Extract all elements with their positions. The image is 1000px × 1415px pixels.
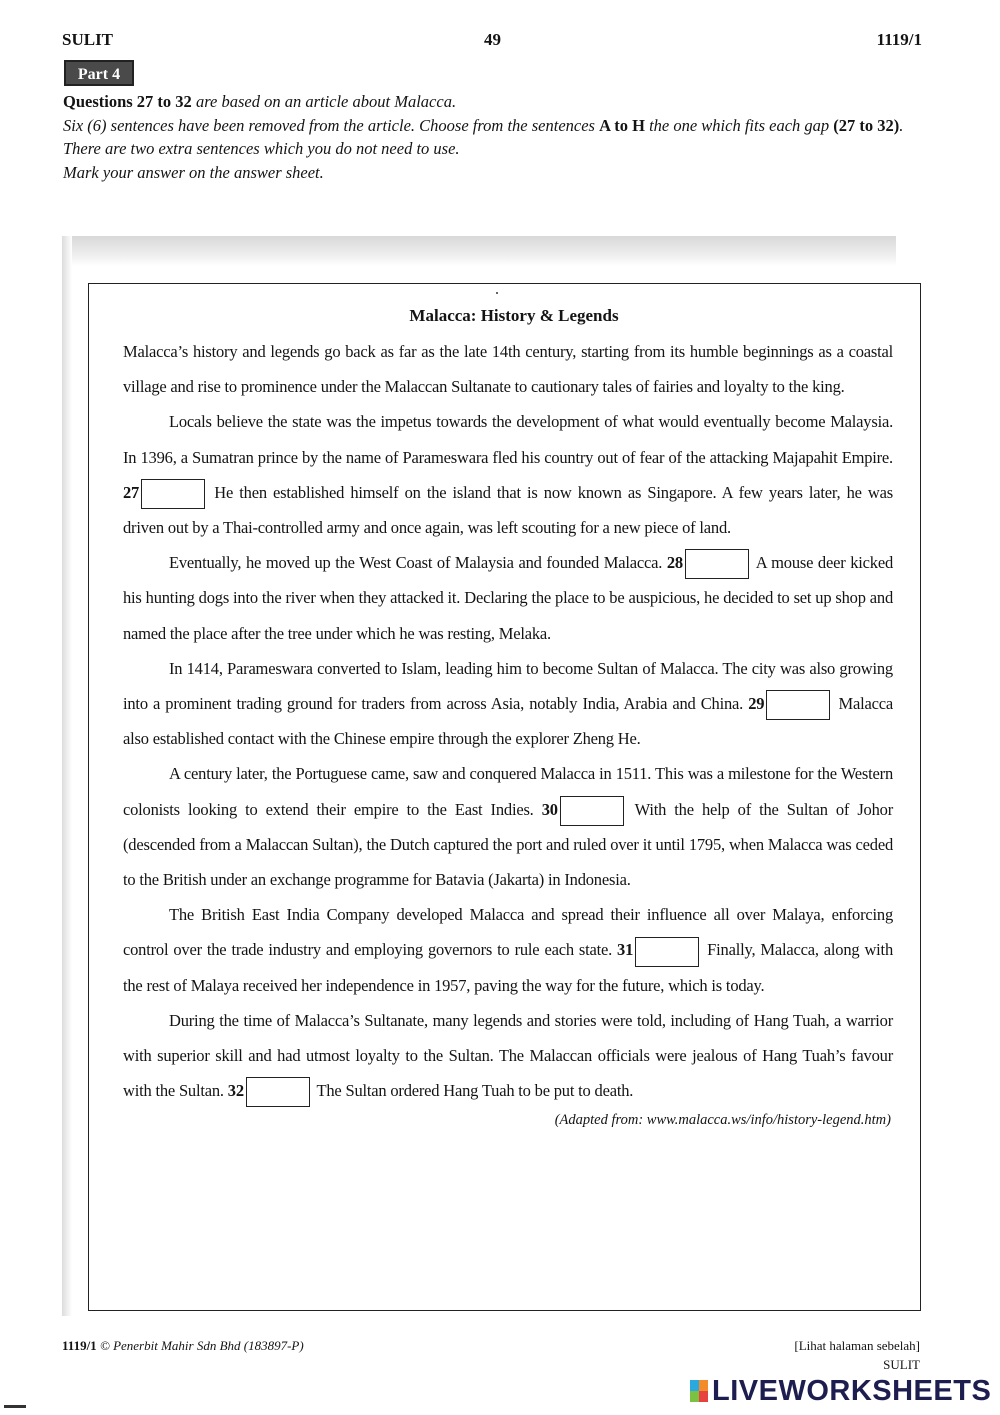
footer-publisher: © Penerbit Mahir Sdn Bhd (183897-P)	[96, 1338, 304, 1353]
instruction-line-3	[63, 161, 933, 185]
footer-right	[794, 1336, 920, 1374]
article-source: (Adapted from: www.malacca.ws/info/history-legend.htm)	[554, 1112, 891, 1129]
gap-number-32: 32	[227, 1081, 244, 1101]
instruction-text: the one which fits each gap	[644, 115, 834, 135]
page-number: 49	[484, 30, 501, 49]
instruction-bold: (27 to 32)	[833, 115, 900, 135]
instruction-text: Mark your answer on the answer sheet.	[63, 162, 324, 182]
paragraph-text: A century later, the Portuguese came, saw and conquered Malacca in 1511. This was a milestone for the Western colonists looking to extend their empire to the East Indies.	[123, 764, 893, 819]
paper-code: 1119/1	[876, 30, 922, 49]
paragraph-5	[123, 756, 893, 897]
paragraph-text: The Sultan ordered Hang Tuah to be put to death.	[312, 1081, 634, 1101]
page-header	[62, 30, 922, 54]
paragraph-text: Malacca also established contact with the Chinese empire through the explorer Zheng He.	[123, 694, 893, 749]
paragraph-7	[123, 1003, 893, 1109]
paragraph-2	[123, 404, 893, 545]
instruction-text: are based on an article about Malacca.	[191, 92, 457, 111]
paragraph-text: A mouse deer kicked his hunting dogs into the river when they attacked it. Declaring the place to be auspicious, he decided to set up shop and named the place after the tree under which he was resting, Melaka.	[123, 553, 893, 643]
paragraph-text: Malacca’s history and legends go back as far as the late 14th century, starting from its humble beginnings as a coastal village and rise to prominence under the Malaccan Sultanate to cautionary tales of fairies and loyalty to the king.	[123, 342, 893, 397]
gap-number-28: 28	[666, 553, 683, 573]
answer-box-29[interactable]	[766, 690, 830, 720]
liveworksheets-logo[interactable]	[690, 1375, 991, 1407]
answer-box-31[interactable]	[635, 937, 699, 967]
article-title: Malacca: History & Legends	[409, 306, 619, 325]
article-box	[88, 283, 921, 1311]
scan-shadow	[62, 236, 72, 1316]
gap-number-27: 27	[123, 482, 140, 502]
instruction-bold: A to H	[599, 115, 645, 135]
paragraph-6	[123, 897, 893, 1003]
paragraph-4	[123, 651, 893, 757]
scan-shadow	[62, 236, 896, 266]
footer-sulit: SULIT	[883, 1357, 920, 1372]
header-sulit: SULIT	[62, 30, 114, 49]
scan-mark	[4, 1405, 26, 1408]
liveworksheets-icon	[690, 1380, 708, 1402]
gap-number-30: 30	[541, 799, 558, 819]
paragraph-1	[123, 334, 893, 404]
next-page-note: [Lihat halaman sebelah]	[794, 1338, 920, 1353]
paragraph-text: The British East India Company developed Malacca and spread their influence all over Malaya, enforcing control over the trade industry and employing governors to rule each state.	[123, 905, 893, 960]
paragraph-text: Eventually, he moved up the West Coast of Malaysia and founded Malacca.	[169, 553, 667, 573]
gap-number-29: 29	[748, 694, 765, 714]
paragraph-text: During the time of Malacca’s Sultanate, many legends and stories were told, including of Hang Tuah, a warrior with superior skill and had utmost loyalty to the Sultan. The Malaccan officials were jealous of Hang Tuah’s favour with the Sultan.	[123, 1010, 893, 1101]
instructions	[63, 90, 933, 184]
gap-number-31: 31	[617, 940, 634, 960]
answer-box-30[interactable]	[560, 796, 624, 826]
instruction-line-2	[63, 114, 933, 161]
part-label: Part 4	[64, 60, 134, 86]
answer-box-28[interactable]	[685, 549, 749, 579]
instruction-line-1	[63, 90, 933, 114]
paragraph-text: Finally, Malacca, along with the rest of Malaya received her independence in 1957, paving the way for the future, which is today.	[123, 940, 893, 995]
instruction-text: . There are two extra sentences which you do not need to use.	[63, 115, 904, 158]
article-body	[123, 334, 893, 1108]
footer-code: 1119/1	[62, 1338, 97, 1353]
paragraph-text: He then established himself on the island that is now known as Singapore. A few years later, he was driven out by a Thai-controlled army and once again, was left scouting for a new piece of land.	[123, 482, 893, 538]
paragraph-text: With the help of the Sultan of Johor (descended from a Malaccan Sultan), the Dutch captured the port and ruled over it until 1795, when Malacca was ceded to the British under an exchange programme for Batavia (Jakarta) in Indonesia.	[123, 799, 893, 890]
paragraph-text: In 1414, Parameswara converted to Islam, leading him to become Sultan of Malacca. The city was also growing into a prominent trading ground for traders from across Asia, notably India, Arabia and China.	[123, 658, 893, 714]
paragraph-3	[123, 545, 893, 651]
answer-box-27[interactable]	[141, 479, 205, 509]
instruction-text: Six (6) sentences have been removed from the article. Choose from the sentences	[63, 115, 600, 135]
answer-box-32[interactable]	[246, 1077, 310, 1107]
liveworksheets-text: LIVEWORKSHEETS	[712, 1374, 992, 1407]
question-range: Questions 27 to 32	[63, 92, 192, 111]
paragraph-text: Locals believe the state was the impetus towards the development of what would eventually become Malaysia. In 1396, a Sumatran prince by the name of Parameswara fled his country out of fear of the attacking Majapahit Empire.	[123, 412, 893, 467]
footer-copyright	[62, 1338, 304, 1354]
